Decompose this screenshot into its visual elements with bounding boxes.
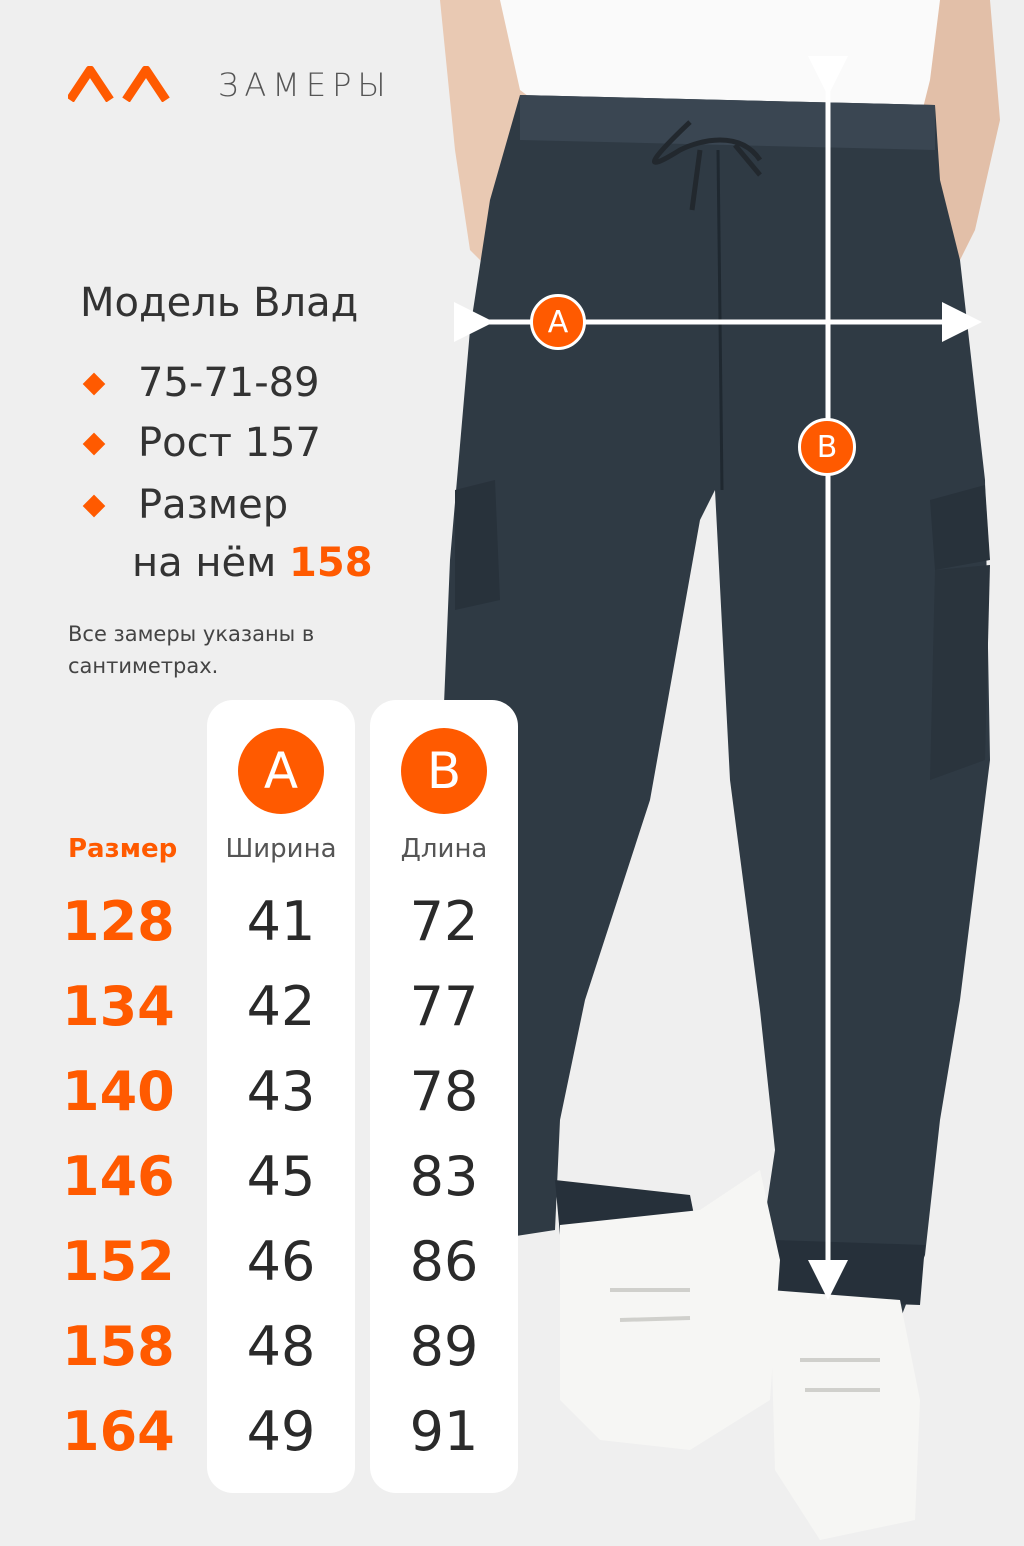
- size-cell: 152: [62, 1230, 175, 1293]
- length-marker: [798, 418, 856, 476]
- model-name: Модель Влад: [80, 280, 359, 326]
- size-cell: 164: [62, 1400, 175, 1463]
- length-cell: 72: [409, 890, 479, 953]
- length-marker-label: B: [816, 429, 838, 465]
- size-cell: 140: [62, 1060, 175, 1123]
- length-cell: 83: [409, 1145, 479, 1208]
- bullet-icon: [83, 433, 106, 456]
- width-cell: 42: [246, 975, 316, 1038]
- width-cell: 48: [246, 1315, 316, 1378]
- bullet-icon: [83, 495, 106, 518]
- bullet-icon: [83, 373, 106, 396]
- size-cell: 128: [62, 890, 175, 953]
- length-cell: 91: [409, 1400, 479, 1463]
- model-size-row: [80, 482, 288, 528]
- width-marker: [530, 294, 586, 350]
- model-size-label: Размер: [138, 482, 289, 528]
- model-height: Рост 157: [138, 420, 321, 466]
- width-cell: 46: [246, 1230, 316, 1293]
- model-height-row: [80, 420, 321, 466]
- length-cell: 89: [409, 1315, 479, 1378]
- width-cell: 45: [246, 1145, 316, 1208]
- model-params: 75-71-89: [138, 360, 320, 406]
- width-header: Ширина: [225, 834, 337, 864]
- size-cell: 146: [62, 1145, 175, 1208]
- length-cell: 78: [409, 1060, 479, 1123]
- size-cell: 134: [62, 975, 175, 1038]
- width-cell: 43: [246, 1060, 316, 1123]
- length-cell: 86: [409, 1230, 479, 1293]
- length-cell: 77: [409, 975, 479, 1038]
- units-note: Все замеры указаны в сантиметрах.: [68, 622, 315, 678]
- model-size-line: [132, 540, 373, 586]
- size-cell: 158: [62, 1315, 175, 1378]
- width-cell: 41: [246, 890, 316, 953]
- width-cell: 49: [246, 1400, 316, 1463]
- size-header: Размер: [68, 834, 178, 864]
- brand-logo-icon: [68, 66, 172, 102]
- model-size-value: 158: [289, 540, 373, 586]
- model-size-label-2: на нём: [132, 540, 277, 586]
- column-b-badge: B: [401, 728, 487, 814]
- column-a-badge: A: [238, 728, 324, 814]
- width-marker-label: A: [547, 304, 569, 340]
- page-title: ЗАМЕРЫ: [218, 66, 392, 104]
- model-params-row: [80, 360, 320, 406]
- length-header: Длина: [400, 834, 488, 864]
